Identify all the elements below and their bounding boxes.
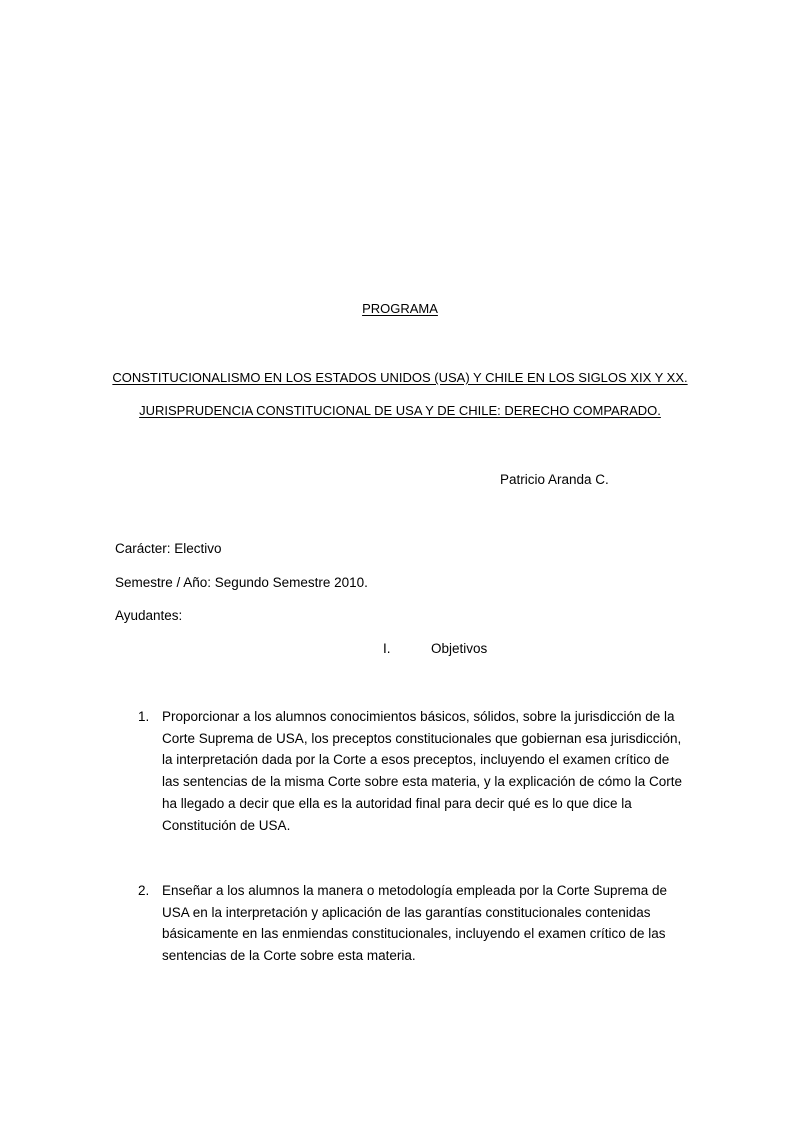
course-title-line-2: JURISPRUDENCIA CONSTITUCIONAL DE USA Y DE CHILE: DERECHO COMPARADO. [139, 403, 661, 418]
caracter-field: Carácter: Electivo [115, 541, 222, 556]
objective-number: 1. [138, 709, 150, 724]
objective-line: básicamente en las enmiendas constitucionales, incluyendo el examen crítico de las [162, 926, 666, 942]
objective-line: las sentencias de la misma Corte sobre esta materia, y la explicación de cómo la Corte [162, 774, 682, 790]
objective-line: Corte Suprema de USA, los preceptos constitucionales que gobiernan esa jurisdicción, [162, 730, 682, 746]
objective-line: sentencias de la Corte sobre esta materia. [162, 948, 416, 964]
objective-line: USA en la interpretación y aplicación de las garantías constitucionales contenidas [162, 904, 651, 920]
page-heading: PROGRAMA [362, 301, 438, 316]
objective-text [162, 706, 702, 836]
author-name: Patricio Aranda C. [500, 472, 609, 487]
semestre-field: Semestre / Año: Segundo Semestre 2010. [115, 575, 368, 590]
objective-line: Enseñar a los alumnos la manera o metodología empleada por la Corte Suprema de [162, 883, 668, 898]
objective-line: la interpretación dada por la Corte a esos preceptos, incluyendo el examen crítico de [162, 752, 670, 768]
objective-line: ha llegado a decir que ella es la autoridad final para decir qué es lo que dice la [162, 795, 632, 811]
objective-line: Proporcionar a los alumnos conocimientos básicos, sólidos, sobre la jurisdicción de la [162, 709, 675, 724]
section-title: Objetivos [431, 641, 488, 656]
section-number: I. [383, 641, 391, 656]
objective-number: 2. [138, 883, 150, 898]
ayudantes-field: Ayudantes: [115, 608, 183, 623]
objective-text [162, 880, 702, 967]
course-title-line-1: CONSTITUCIONALISMO EN LOS ESTADOS UNIDOS (USA) Y CHILE EN LOS SIGLOS XIX Y XX. [112, 370, 688, 385]
objective-line: Constitución de USA. [162, 817, 291, 833]
